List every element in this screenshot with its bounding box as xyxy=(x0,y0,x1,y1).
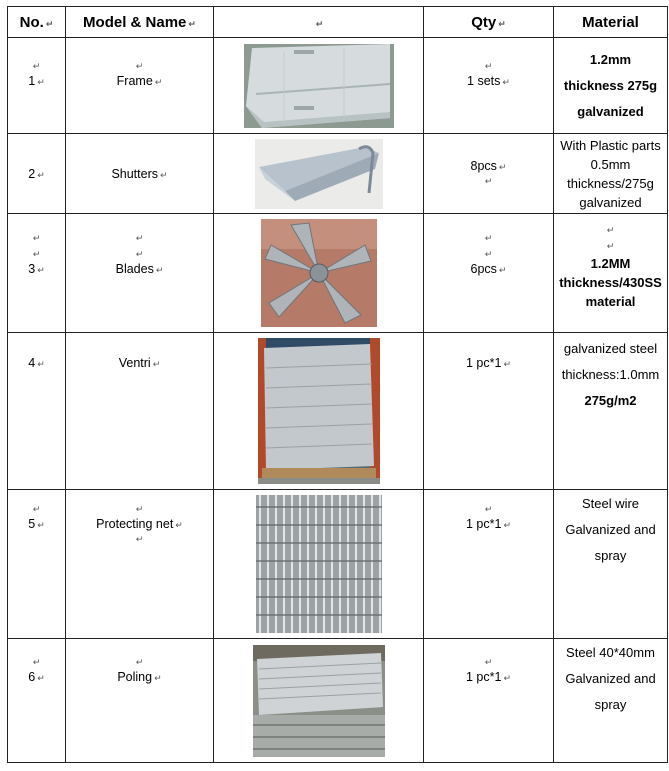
row-no: ↵ 1 ↵ xyxy=(8,38,66,134)
product-table xyxy=(7,6,668,763)
header-material: Material xyxy=(554,7,668,38)
material-line: 1.2MM xyxy=(590,255,631,271)
row-name: ↵ ↵ Blades ↵ xyxy=(66,214,214,333)
material-line: Steel wire xyxy=(581,496,640,511)
shutters-image xyxy=(255,139,383,209)
material-line: galvanized xyxy=(577,103,644,119)
row-image-cell xyxy=(214,214,424,333)
table-row xyxy=(8,214,668,333)
row-image-cell xyxy=(214,639,424,763)
row-image-cell xyxy=(214,134,424,214)
material-line: Galvanized and xyxy=(565,670,656,686)
material-line: spray xyxy=(594,548,627,563)
row-image-cell xyxy=(214,333,424,490)
row-material xyxy=(554,38,668,134)
header-qty: Qty ↵ xyxy=(424,7,554,38)
row-material xyxy=(554,134,668,214)
row-no: 2 ↵ xyxy=(8,134,66,214)
frame-image xyxy=(244,44,394,128)
row-no: 4 ↵ xyxy=(8,333,66,490)
row-name: ↵ Poling ↵ xyxy=(66,639,214,763)
row-qty: 8pcs ↵ ↵ xyxy=(424,134,554,214)
row-qty: ↵ 1 pc*1 ↵ xyxy=(424,490,554,639)
row-material xyxy=(554,333,668,490)
row-no: ↵ 6 ↵ xyxy=(8,639,66,763)
row-name: ↵ Frame ↵ xyxy=(66,38,214,134)
row-image-cell xyxy=(214,38,424,134)
material-line: 1.2mm xyxy=(589,51,632,67)
row-qty: 1 pc*1 ↵ xyxy=(424,333,554,490)
table-row xyxy=(8,134,668,214)
material-line: galvanized steel xyxy=(563,341,658,356)
material-line: thickness:1.0mm xyxy=(561,367,660,382)
protecting-net-image xyxy=(256,495,382,633)
row-image-cell xyxy=(214,490,424,639)
blades-image xyxy=(261,219,377,327)
material-line: thickness 275g xyxy=(563,77,658,93)
row-no: ↵ ↵ 3 ↵ xyxy=(8,214,66,333)
header-model: Model & Name ↵ xyxy=(66,7,214,38)
material-line: galvanized xyxy=(579,194,642,210)
material-line: thickness/430SS xyxy=(559,274,662,290)
material-line: Steel 40*40mm xyxy=(566,644,655,660)
material-line: 275g/m2 xyxy=(584,393,637,408)
row-no: ↵ 5 ↵ xyxy=(8,490,66,639)
row-name: Shutters ↵ xyxy=(66,134,214,214)
row-name: Ventri ↵ xyxy=(66,333,214,490)
table-row xyxy=(8,38,668,134)
header-row xyxy=(8,7,668,38)
material-line: Galvanized and xyxy=(565,522,656,537)
table-row xyxy=(8,333,668,490)
table-row xyxy=(8,639,668,763)
row-material xyxy=(554,490,668,639)
header-no: No. ↵ xyxy=(8,7,66,38)
ventri-image xyxy=(258,338,380,484)
row-material: ↵ ↵ 1.2MM thickness/430SS material xyxy=(554,214,668,333)
row-qty: ↵ ↵ 6pcs ↵ xyxy=(424,214,554,333)
material-line: 0.5mm xyxy=(590,156,631,172)
header-image: ↵ xyxy=(214,7,424,38)
material-line: spray xyxy=(594,696,627,712)
poling-image xyxy=(253,645,385,757)
row-material xyxy=(554,639,668,763)
table-row xyxy=(8,490,668,639)
row-qty: ↵ 1 pc*1 ↵ xyxy=(424,639,554,763)
row-name: ↵ Protecting net ↵ ↵ xyxy=(66,490,214,639)
material-line: material xyxy=(585,293,636,309)
material-line: With Plastic parts xyxy=(560,137,661,153)
row-qty: ↵ 1 sets ↵ xyxy=(424,38,554,134)
material-line: thickness/275g xyxy=(567,175,654,191)
